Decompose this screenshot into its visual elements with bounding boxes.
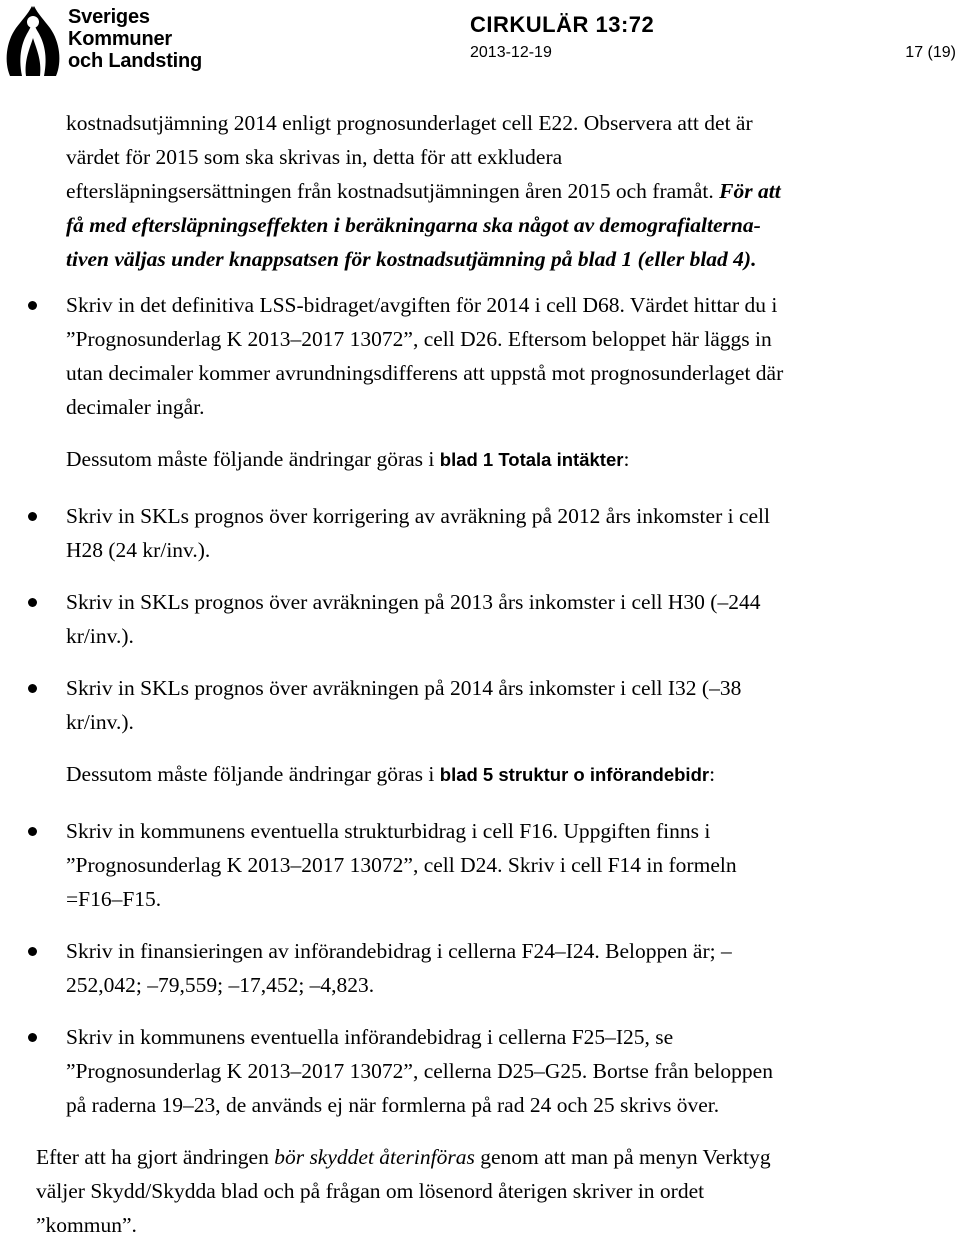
list-item bbox=[0, 671, 960, 739]
logo-line-2: Kommuner bbox=[68, 28, 172, 50]
text-line: kr/inv.). bbox=[66, 710, 134, 734]
bullet-icon bbox=[28, 827, 37, 836]
emphasis-line: få med eftersläpningseffekten i beräkningarna ska något av demografialterna- bbox=[66, 213, 761, 237]
skl-logo bbox=[2, 2, 203, 80]
text-line bbox=[36, 1140, 942, 1174]
text-span: genom att man på menyn Verktyg bbox=[474, 1145, 771, 1169]
logo-wordmark bbox=[68, 6, 202, 72]
paragraph-sheet-5-changes bbox=[0, 757, 960, 792]
bullet-icon bbox=[28, 301, 37, 310]
text-line: H28 (24 kr/inv.). bbox=[66, 538, 211, 562]
text-line bbox=[66, 174, 942, 208]
bullet-icon bbox=[28, 598, 37, 607]
text-line: Skriv in finansieringen av införandebidrag i cellerna F24–I24. Beloppen är; – bbox=[66, 939, 732, 963]
bullet-icon bbox=[28, 512, 37, 521]
text-line: på raderna 19–23, de används ej när formlerna på rad 24 och 25 skrivs över. bbox=[66, 1093, 720, 1117]
text-line: utan decimaler kommer avrundningsdifferens att uppstå mot prognosunderlaget där bbox=[66, 361, 784, 385]
emphasis-line: tiven väljas under knappsatsen för kostnadsutjämning på blad 1 (eller blad 4). bbox=[66, 247, 757, 271]
sheet-name: blad 1 Totala intäkter bbox=[439, 449, 624, 470]
skl-logo-mark-icon bbox=[2, 2, 64, 80]
logo-line-1: Sveriges bbox=[68, 6, 150, 28]
text-line: väljer Skydd/Skydda blad och på frågan om lösenord återigen skriver in ordet bbox=[36, 1179, 705, 1203]
text-span: Dessutom måste följande ändringar göras i bbox=[66, 762, 440, 786]
document-body bbox=[0, 106, 960, 1242]
text-line: Skriv in kommunens eventuella strukturbidrag i cell F16. Uppgiften finns i bbox=[66, 819, 711, 843]
text-span: : bbox=[623, 447, 630, 471]
text-span: eftersläpningsersättningen från kostnadsutjämningen åren 2015 och framåt. bbox=[66, 179, 714, 203]
text-line: Skriv in SKLs prognos över korrigering av avräkning på 2012 års inkomster i cell bbox=[66, 504, 770, 528]
text-span: : bbox=[709, 762, 716, 786]
text-line: 252,042; –79,559; –17,452; –4,823. bbox=[66, 973, 375, 997]
emphasis-text: bör skyddet återinföras bbox=[274, 1145, 475, 1169]
paragraph-sheet-1-changes bbox=[0, 442, 960, 477]
text-line: Skriv in det definitiva LSS-bidraget/avgiften för 2014 i cell D68. Värdet hittar du i bbox=[66, 293, 778, 317]
text-line: Skriv in kommunens eventuella införandebidrag i cellerna F25–I25, se bbox=[66, 1025, 674, 1049]
list-item bbox=[0, 585, 960, 653]
list-item bbox=[0, 934, 960, 1002]
bullet-icon bbox=[28, 684, 37, 693]
list-item bbox=[0, 499, 960, 567]
circular-date: 2013-12-19 bbox=[470, 44, 552, 61]
text-line: ”Prognosunderlag K 2013–2017 13072”, cellerna D25–G25. Bortse från beloppen bbox=[66, 1059, 773, 1083]
text-line: kostnadsutjämning 2014 enligt prognosunderlaget cell E22. Observera att det är bbox=[66, 111, 753, 135]
text-line: Skriv in SKLs prognos över avräkningen på 2014 års inkomster i cell I32 (–38 bbox=[66, 676, 742, 700]
page-header bbox=[0, 0, 960, 90]
page-number: 17 (19) bbox=[905, 44, 956, 61]
bullet-icon bbox=[28, 1033, 37, 1042]
text-line: decimaler ingår. bbox=[66, 395, 205, 419]
logo-line-3: och Landsting bbox=[68, 50, 203, 72]
text-line: ”Prognosunderlag K 2013–2017 13072”, cell D26. Eftersom beloppet här läggs in bbox=[66, 327, 772, 351]
circular-title: CIRKULÄR 13:72 bbox=[470, 12, 655, 37]
text-span: Efter att ha gjort ändringen bbox=[36, 1145, 275, 1169]
paragraph-restore-protection bbox=[0, 1140, 960, 1242]
list-item bbox=[0, 288, 960, 424]
text-line: ”kommun”. bbox=[36, 1213, 137, 1237]
paragraph-cost-equalization bbox=[0, 106, 960, 276]
text-line: värdet för 2015 som ska skrivas in, detta för att exkludera bbox=[66, 145, 563, 169]
sheet-name: blad 5 struktur o införandebidr bbox=[439, 764, 710, 785]
text-line: =F16–F15. bbox=[66, 887, 162, 911]
text-line: kr/inv.). bbox=[66, 624, 134, 648]
bullet-icon bbox=[28, 947, 37, 956]
text-line: ”Prognosunderlag K 2013–2017 13072”, cell D24. Skriv i cell F14 in formeln bbox=[66, 853, 737, 877]
text-span: Dessutom måste följande ändringar göras i bbox=[66, 447, 440, 471]
list-item bbox=[0, 814, 960, 916]
text-line: Skriv in SKLs prognos över avräkningen på 2013 års inkomster i cell H30 (–244 bbox=[66, 590, 761, 614]
list-item bbox=[0, 1020, 960, 1122]
emphasis-text: För att bbox=[713, 179, 781, 203]
